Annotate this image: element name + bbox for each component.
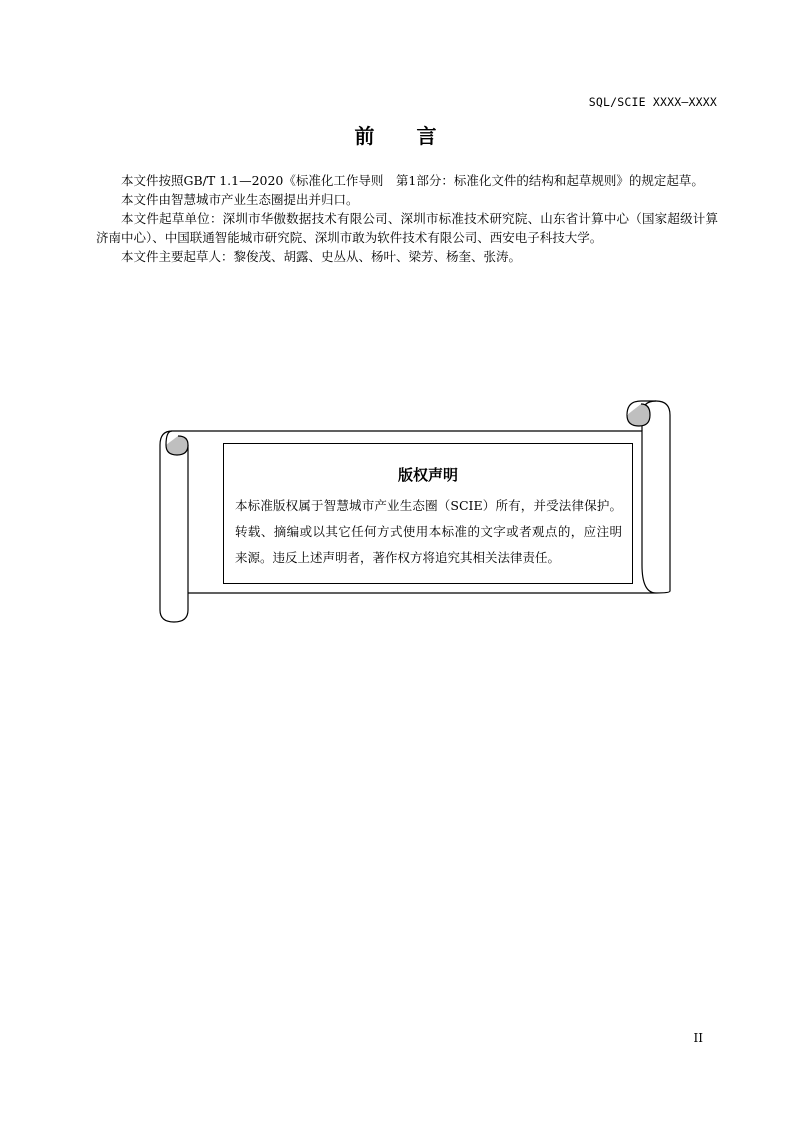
paragraph-drafting-units: 本文件起草单位：深圳市华傲数据技术有限公司、深圳市标准技术研究院、山东省计算中心（国家超级计算济南中心）、中国联通智能城市研究院、深圳市敢为软件技术有限公司、西安电子科技大学。 [96,211,718,245]
document-code: SQL/SCIE XXXX—XXXX [588,95,717,109]
copyright-body: 本标准版权属于智慧城市产业生态圈（SCIE）所有，并受法律保护。转载、摘编或以其它任何方式使用本标准的文字或者观点的，应注明来源。违反上述声明者，著作权方将追究其相关法律责任。 [235,498,622,565]
paragraph-drafters: 本文件主要起草人：黎俊茂、胡露、史丛从、杨叶、梁芳、杨奎、张涛。 [121,249,522,264]
paragraph-drafting-rules: 本文件按照GB/T 1.1—2020《标准化工作导则 第1部分：标准化文件的结构和起草规则》的规定起草。 [121,173,704,188]
copyright-title: 版权声明 [397,466,458,484]
title-char-2: 言 [416,124,439,148]
copyright-notice-box [223,443,633,584]
title-char-1: 前 [354,124,377,148]
page-number: II [693,1031,703,1045]
paragraph-proposer: 本文件由智慧城市产业生态圈提出并归口。 [121,192,359,207]
